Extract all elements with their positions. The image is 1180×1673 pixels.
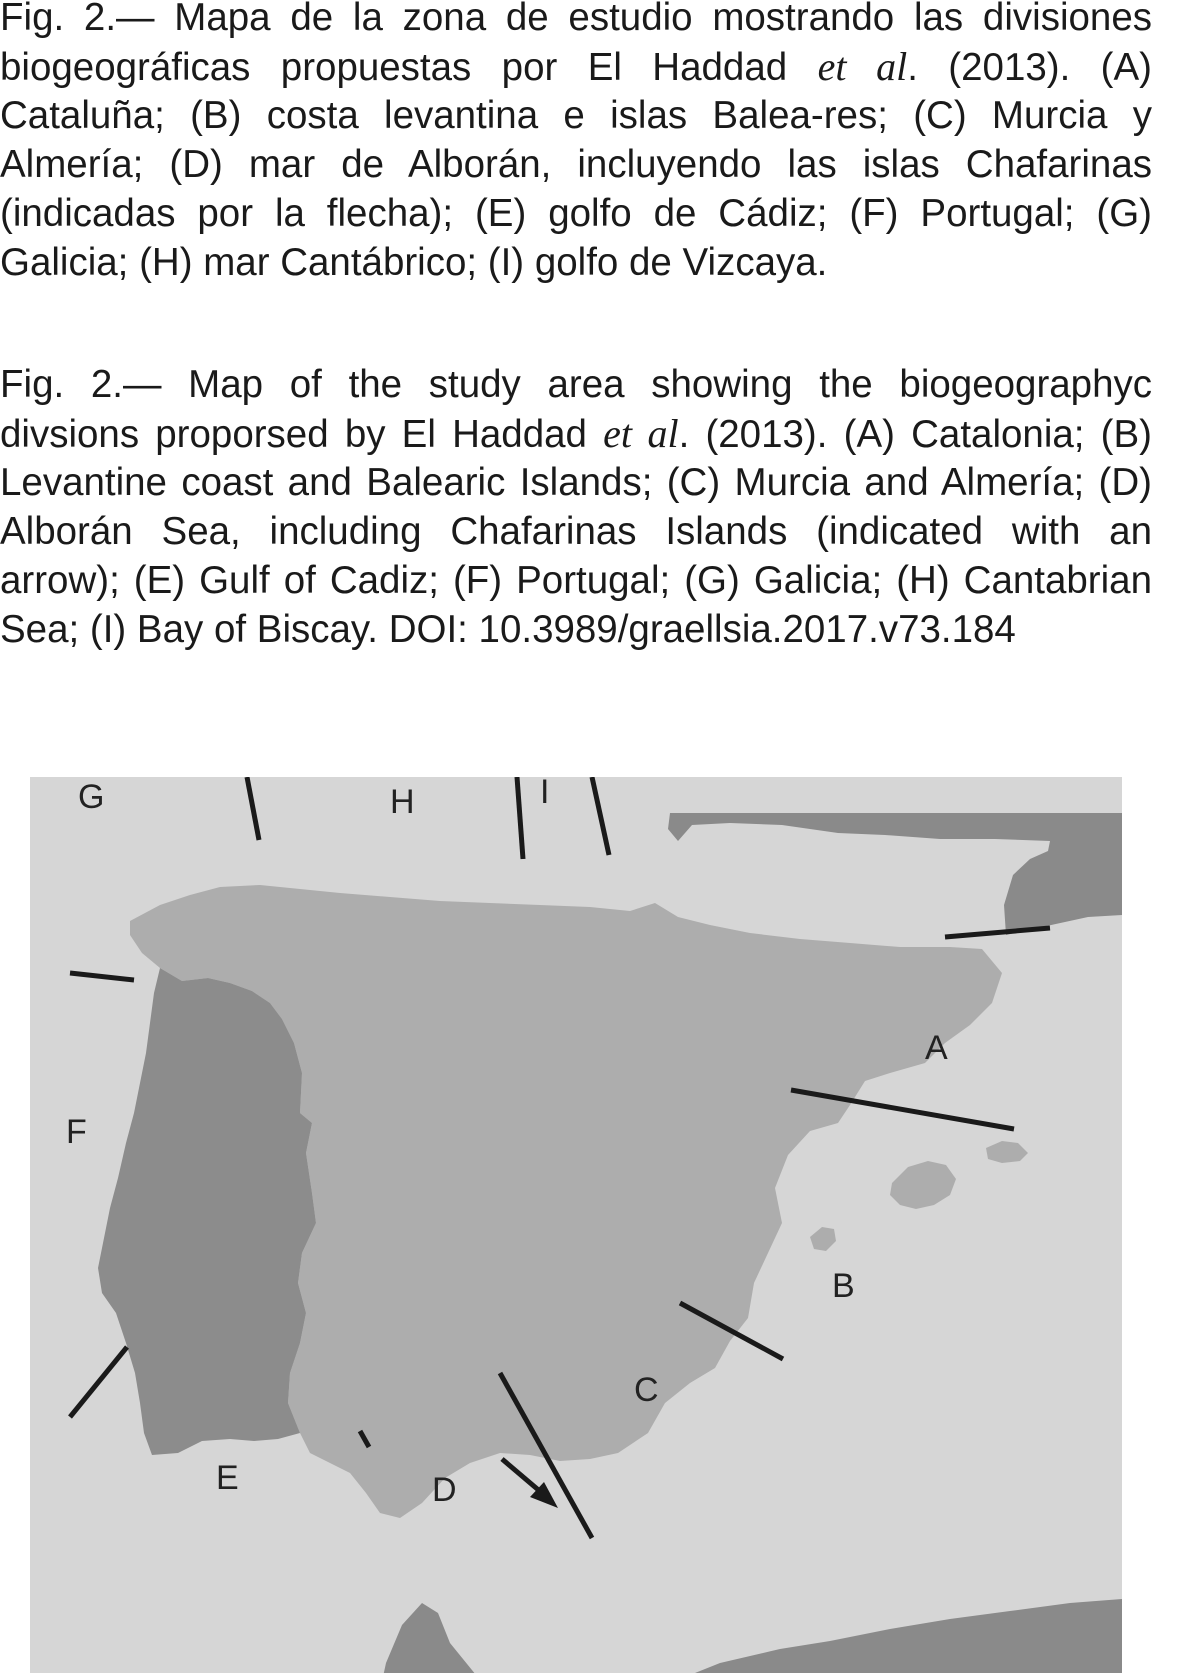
- caption-english: [0, 361, 1152, 654]
- caption-es-text-2: . (2013). (A) Cataluña; (B) costa levantina e islas Balea-res; (C) Murcia y Almería; (D) mar de Alborán, incluyendo las islas Chafarinas (indicadas por la flecha); (E) golfo de Cádiz; (F) Portugal; (G) Galicia; (H) mar Cantábrico; (I) golfo de Vizcaya.: [0, 45, 1152, 284]
- caption-es-et-al: et al: [817, 43, 908, 89]
- label-c: C: [634, 1371, 659, 1409]
- label-e: E: [216, 1459, 239, 1497]
- label-b: B: [832, 1267, 855, 1305]
- caption-spanish: [0, 0, 1152, 287]
- map-svg: [30, 777, 1122, 1673]
- label-a: A: [925, 1029, 948, 1067]
- study-area-map: [30, 777, 1122, 1673]
- caption-en-text-2: . (2013). (A) Catalonia; (B) Levantine coast and Balearic Islands; (C) Murcia and Almería; (D) Alborán Sea, including Chafarinas Islands (indicated with an arrow); (E) Gulf of Cadiz; (F) Portugal; (G) Galicia; (H) Cantabrian Sea; (I) Bay of Biscay. DOI: 10.3989/graellsia.2017.v73.184: [0, 412, 1152, 651]
- caption-en-et-al: et al: [603, 410, 679, 456]
- label-g: G: [78, 778, 105, 816]
- label-h: H: [390, 783, 415, 821]
- caption-en-text-1: Fig. 2.— Map of the study area showing the biogeographyc divsions proporsed by El Haddad: [0, 363, 1152, 456]
- label-f: F: [66, 1113, 87, 1151]
- label-i: I: [540, 777, 550, 811]
- caption-es-text-1: Fig. 2.— Mapa de la zona de estudio mostrando las divisiones biogeográficas propuestas por El Haddad: [0, 0, 1152, 89]
- label-d: D: [432, 1471, 457, 1509]
